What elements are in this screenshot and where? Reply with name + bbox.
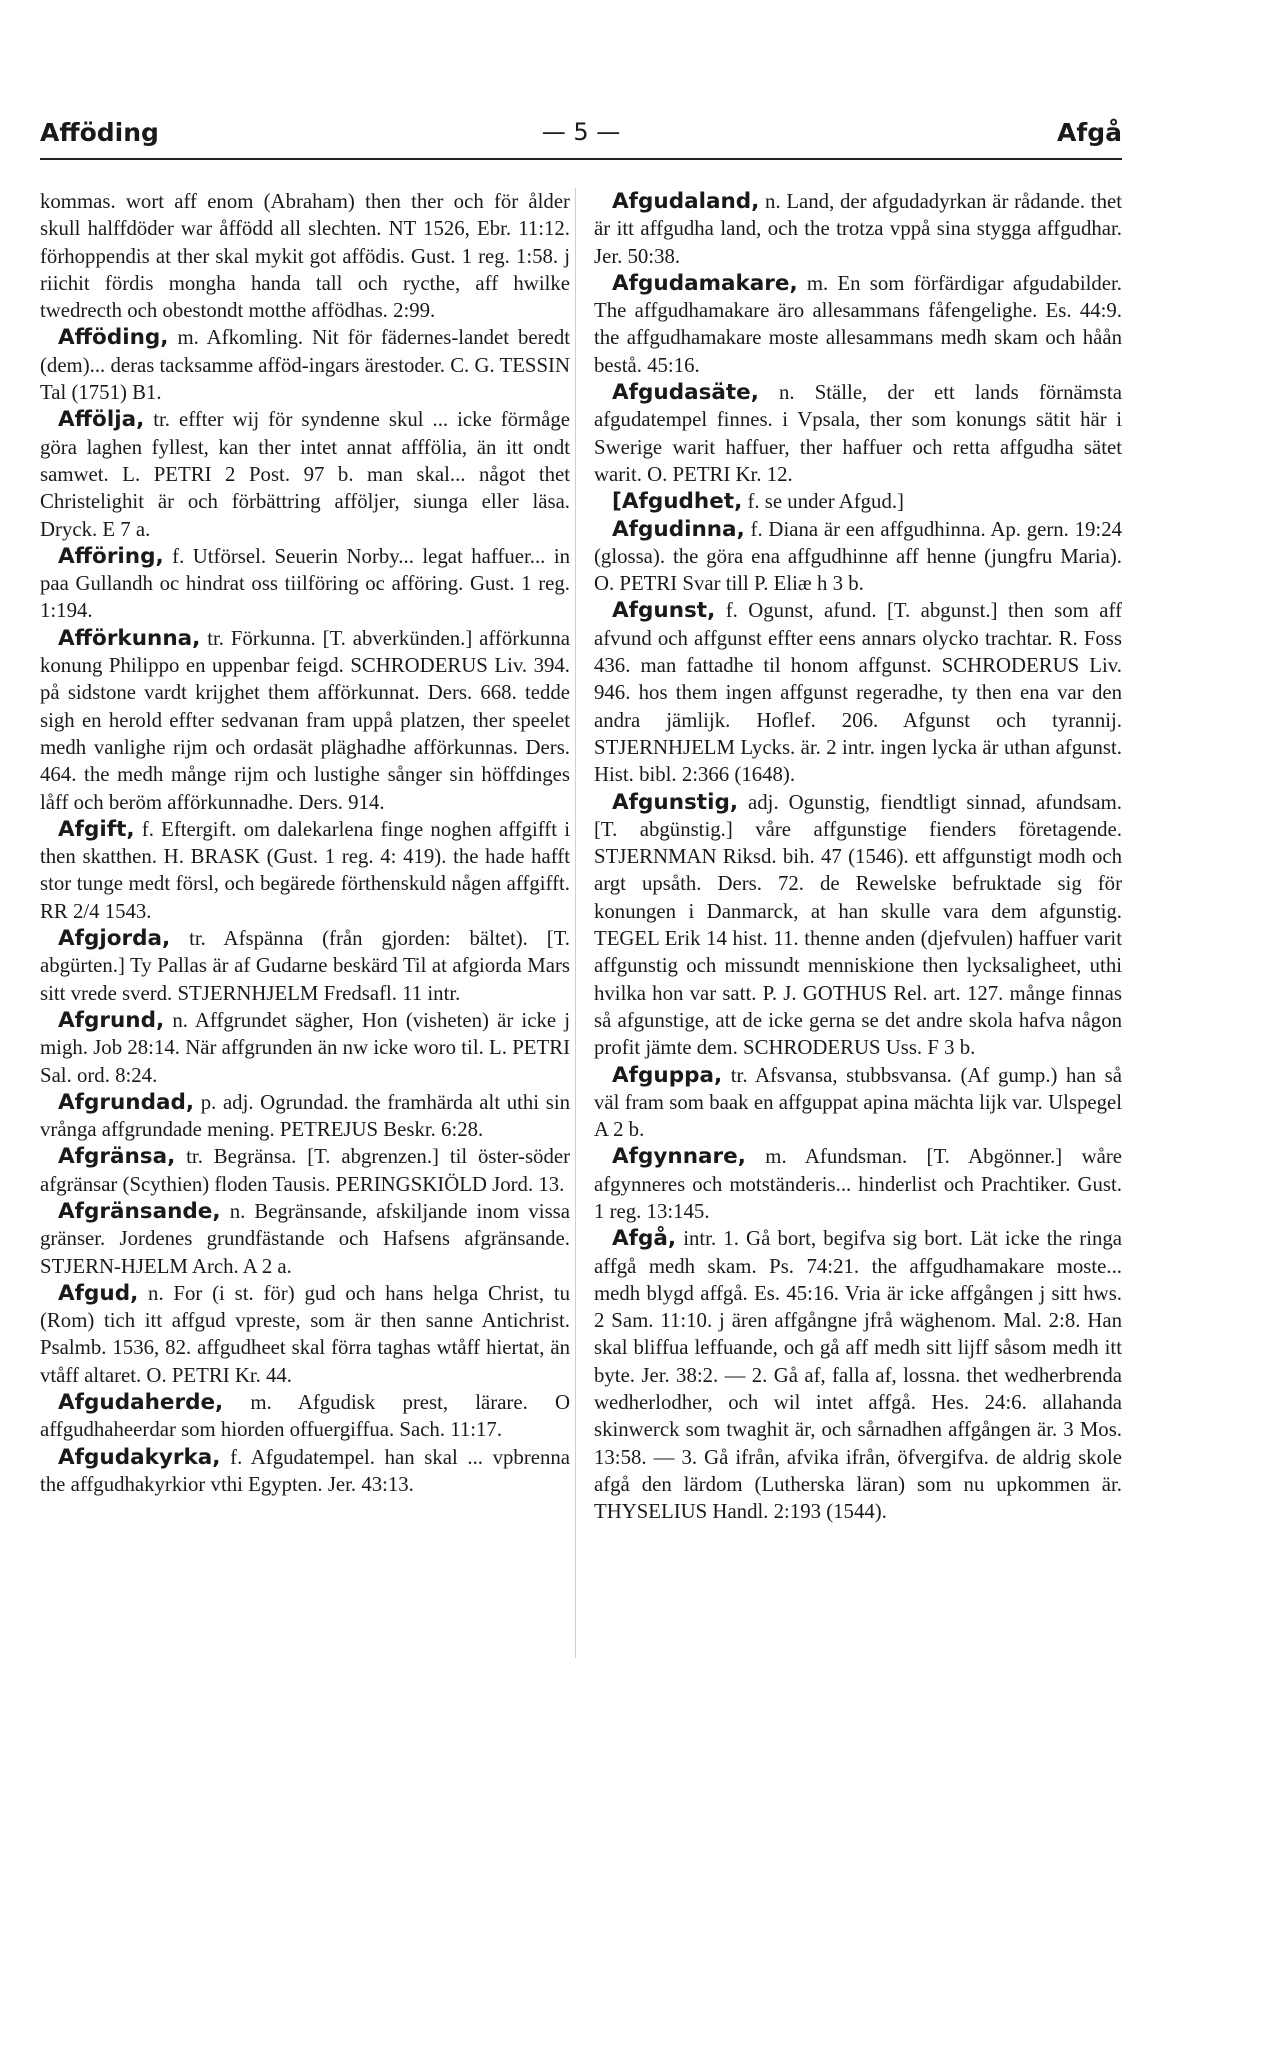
dictionary-entry [40, 1089, 570, 1144]
entry-headword: Afgudinna, [612, 516, 745, 542]
entry-body: n. Ställe, der ett lands förnämsta afgudatempel finnes. i Vpsala, ther som konungs sätit här i Swerige warit haffuer, ther haffuer och retta affgudha sätet warit. O. PETRI Kr. 12. [594, 381, 1122, 486]
dictionary-entry [40, 1143, 570, 1198]
dictionary-entry [594, 1062, 1122, 1144]
dictionary-entry [40, 1280, 570, 1389]
entry-headword: Afgudaherde, [58, 1390, 224, 1416]
entry-body: m. Afundsman. [T. Abgönner.] wåre afgynneres och motständeris... hinderlist och Prachtiker. Gust. 1 reg. 13:145. [594, 1145, 1123, 1223]
entry-body: tr. Afsvansa, stubbsvansa. (Af gump.) han så väl fram som baak en affguppat apina mächta lijk var. Ulspegel A 2 b. [594, 1063, 1122, 1142]
entry-body: m. En som förfärdigar afgudabilder. The affgudhamakare äro allesammans fåfengelighe. Es. 44:9. the affgudhamakare moste allesammans medh skam och håån bestå. 45:16. [594, 271, 1122, 377]
entry-body: tr. Begränsa. [T. abgrenzen.] til öster-söder afgränsar (Scythien) floden Tausis. PERINGSKIÖLD Jord. 13. [40, 1145, 570, 1196]
entry-headword: Afgunst, [612, 598, 716, 624]
dictionary-entry [40, 1444, 570, 1499]
dictionary-entry [40, 1007, 570, 1089]
entry-headword: Afgudakyrka, [58, 1444, 221, 1470]
header-rule [40, 158, 1122, 160]
entry-body: n. For (i st. för) gud och hans helga Christ, tu (Rom) tich itt affgud vpreste, som är then sanne Antichrist. Psalmb. 1536, 82. affgudheet skal förra taghas wtåff hiertat, än vtåff altaret. O. PETRI Kr. 44. [40, 1281, 570, 1387]
entry-body: f. Afgudatempel. han skal ... vpbrenna the affgudhakyrkior vthi Egypten. Jer. 43:13. [40, 1445, 571, 1496]
entry-body: m. Afgudisk prest, lärare. O affgudhaheerdar som hiorden offuergiffua. Sach. 11:17. [40, 1391, 570, 1442]
entry-headword: Afgynnare, [612, 1144, 746, 1170]
entry-body: f. Ogunst, afund. [T. abgunst.] then som aff afvund och affgunst effter eens annars olycko trachtar. R. Foss 436. man fattadhe til honom affgunst. SCHRODERUS Liv. 946. hos them ingen affgunst regeradhe, ty then ena var den andra jämlijk. Hoflef. 206. Afgunst och tyrannij. STJERNHJELM Lycks. är. 2 intr. ingen lycka är uthan afgunst. Hist. bibl. 2:366 (1648). [594, 599, 1122, 787]
right-column [594, 188, 1122, 1526]
dictionary-entry [594, 188, 1122, 270]
dictionary-entry [594, 1143, 1122, 1225]
dictionary-entry [594, 597, 1122, 788]
entry-headword: Afgrund, [58, 1007, 165, 1033]
dictionary-entry [40, 925, 570, 1007]
dictionary-entry [594, 488, 1122, 515]
entry-body: n. Affgrundet sägher, Hon (visheten) är icke j migh. Job 28:14. När affgrunden än nw icke woro til. L. PETRI Sal. ord. 8:24. [40, 1008, 570, 1087]
running-head-right: Afgå [1057, 118, 1122, 147]
entry-headword: Afföring, [58, 543, 164, 569]
page-header [40, 118, 1122, 158]
dictionary-entry [40, 188, 570, 324]
entry-headword: Afgrundad, [58, 1089, 195, 1115]
dictionary-entry [40, 543, 570, 625]
entry-headword: Afgå, [612, 1226, 677, 1252]
entry-headword: Afgunstig, [612, 789, 738, 815]
entry-headword: Afgjorda, [58, 926, 171, 952]
entry-body: f. Utförsel. Seuerin Norby... legat haffuer... in paa Gullandh oc hindrat oss tiilföring oc afföring. Gust. 1 reg. 1:194. [40, 544, 570, 623]
entry-body: m. Afkomling. Nit för fädernes-landet beredt (dem)... deras tacksamme afföd-ingars ärestoder. C. G. TESSIN Tal (1751) B1. [40, 326, 570, 405]
entry-body: tr. effter wij för syndenne skul ... icke förmåge göra laghen fyllest, kan ther intet annat afffölia, än itt ondt samwet. L. PETRI 2 Post. 97 b. man skal... något thet Christelighit är och förbättring afföljer, siunga eller läsa. Dryck. E 7 a. [40, 408, 570, 541]
page-number: — 5 — [541, 118, 621, 146]
dictionary-entry [40, 816, 570, 925]
entry-headword: Afföding, [58, 325, 169, 351]
entry-headword: Afföljа, [58, 407, 145, 433]
dictionary-entry [594, 379, 1122, 488]
running-head-left: Afföding [40, 118, 159, 147]
entry-body: intr. 1. Gå bort, begifva sig bort. Lät icke the ringa affgå medh skam. Ps. 74:21. the affgudhamakare moste... medh blygd affgå. Es. 45:16. Vria är icke affgången j sitt hws. 2 Sam. 11:10. j ären affgångne jfrå wäghenom. Mal. 2:8. Han skal bliffua leffuande, och gå aff medh sitt lijff såsom medh itt byte. Jer. 38:2. — 2. Gå af, falla af, lossna. thet wedherbrenda wedherlodher, och wil intet affgå. Hes. 24:6. allahanda skinwerck som twaghit är, och sårnadhen affgången är. 3 Mos. 13:58. — 3. Gå ifrån, afvika ifrån, öfvergifva. de aldrig skole afgå den lärdom (Lutherska läran) som nu upkommen är. THYSELIUS Handl. 2:193 (1544). [594, 1227, 1122, 1524]
entry-body: kommas. wort aff enom (Abraham) then ther och för ålder skull halffdöder war åffödd all slechten. NT 1526, Ebr. 11:12. förhoppendis at ther skal mykit got affödis. Gust. 1 reg. 1:58. j riichit fördis mongha handa tall och rycthe, aff hwilke twedrecth och obestondt motthe affödhas. 2:99. [40, 190, 570, 323]
entry-headword: Afgränsa, [58, 1144, 176, 1170]
entry-body: f. Eftergift. om dalekarlena finge noghen affgifft i then skatthen. H. BRASK (Gust. 1 reg. 4: 419). the hade hafft stor tunge medt försl, och begärede förthenskuld någen affgifft. RR 2/4 1543. [40, 817, 571, 923]
entry-body: tr. Förkunna. [T. abverkünden.] afförkunna konung Philippo en uppenbar feigd. SCHRODERUS Liv. 394. på sidstone vardt krijghet them afförkunnat. Ders. 668. tedde sigh en herold effter sedvanan fram uppå platzen, ther speelet medh vanlighe rijm och ordasät pläghadhe afförkunnas. Ders. 464. the medh månge rijm och lustighe sånger sin höffdinges låff och beröm afförkunnadhe. Ders. 914. [40, 626, 571, 814]
dictionary-entry [40, 625, 570, 816]
dictionary-entry [40, 324, 570, 406]
entry-headword: Afgränsande, [58, 1198, 221, 1224]
entry-headword: Afgudaland, [612, 189, 760, 214]
entry-headword: [Afgudhet, [612, 489, 743, 515]
dictionary-entry [594, 789, 1122, 1062]
entry-headword: Afgudamakare, [612, 270, 798, 296]
dictionary-entry [40, 406, 570, 542]
entry-body: adj. Ogunstig, fiendtligt sinnad, afundsam. [T. abgünstig.] våre affgunstige fienders företagende. STJERNMAN Riksd. bih. 47 (1546). ett affgunstigt modh och argt upsåth. Ders. 72. de Rewelske befruktade sig för konungen i Danmarck, at han skulle vara dem afgunstig. TEGEL Erik 14 hist. 11. thenne anden (djefvulen) haffuer varit affgunstig och missundt menniskione then lycksaligheet, uthi hvilka hon var satt. P. J. GOTHUS Rel. art. 127. månge finnas så afgunstige, att de icke gerna se det andre skola hafva någon profit jämte dem. SCHRODERUS Uss. F 3 b. [594, 790, 1122, 1060]
entry-body: f. se under Afgud.] [747, 490, 904, 514]
left-column [40, 188, 570, 1498]
column-divider [575, 188, 576, 1658]
entry-body: n. Land, der afgudadyrkan är rådande. thet är itt affgudha land, och the trotza vppå sina stygga affgudhar. Jer. 50:38. [594, 190, 1122, 268]
entry-body: n. Begränsande, afskiljande inom vissa gränser. Jordenes grundfästande och Hafsens afgränsande. STJERN-HJELM Arch. A 2 a. [40, 1199, 571, 1278]
entry-headword: Afförkunna, [58, 625, 201, 651]
entry-body: tr. Afspänna (från gjorden: bältet). [T. abgürten.] Ty Pallas är af Gudarne beskärd Til at afgiorda Mars sitt vrede sverd. STJERNHJELM Fredsafl. 11 intr. [40, 927, 570, 1005]
entry-body: f. Diana är een affgudhinna. Ap. gern. 19:24 (glossa). the göra ena affgudhinne aff henne (jungfru Maria). O. PETRI Svar till P. Eliæ h 3 b. [594, 517, 1122, 596]
dictionary-entry [594, 516, 1122, 598]
dictionary-entry [40, 1198, 570, 1280]
dictionary-entry [40, 1389, 570, 1444]
entry-body: p. adj. Ogrundad. the framhärda alt uthi sin vrånga affgrundade mening. PETREJUS Beskr. 6:28. [40, 1090, 570, 1142]
entry-headword: Afgift, [58, 816, 135, 842]
entry-headword: Afgud, [58, 1280, 139, 1306]
dictionary-entry [594, 270, 1122, 379]
dictionary-entry [594, 1225, 1122, 1525]
entry-headword: Afgudasäte, [612, 380, 759, 406]
entry-headword: Afguppa, [612, 1062, 723, 1088]
